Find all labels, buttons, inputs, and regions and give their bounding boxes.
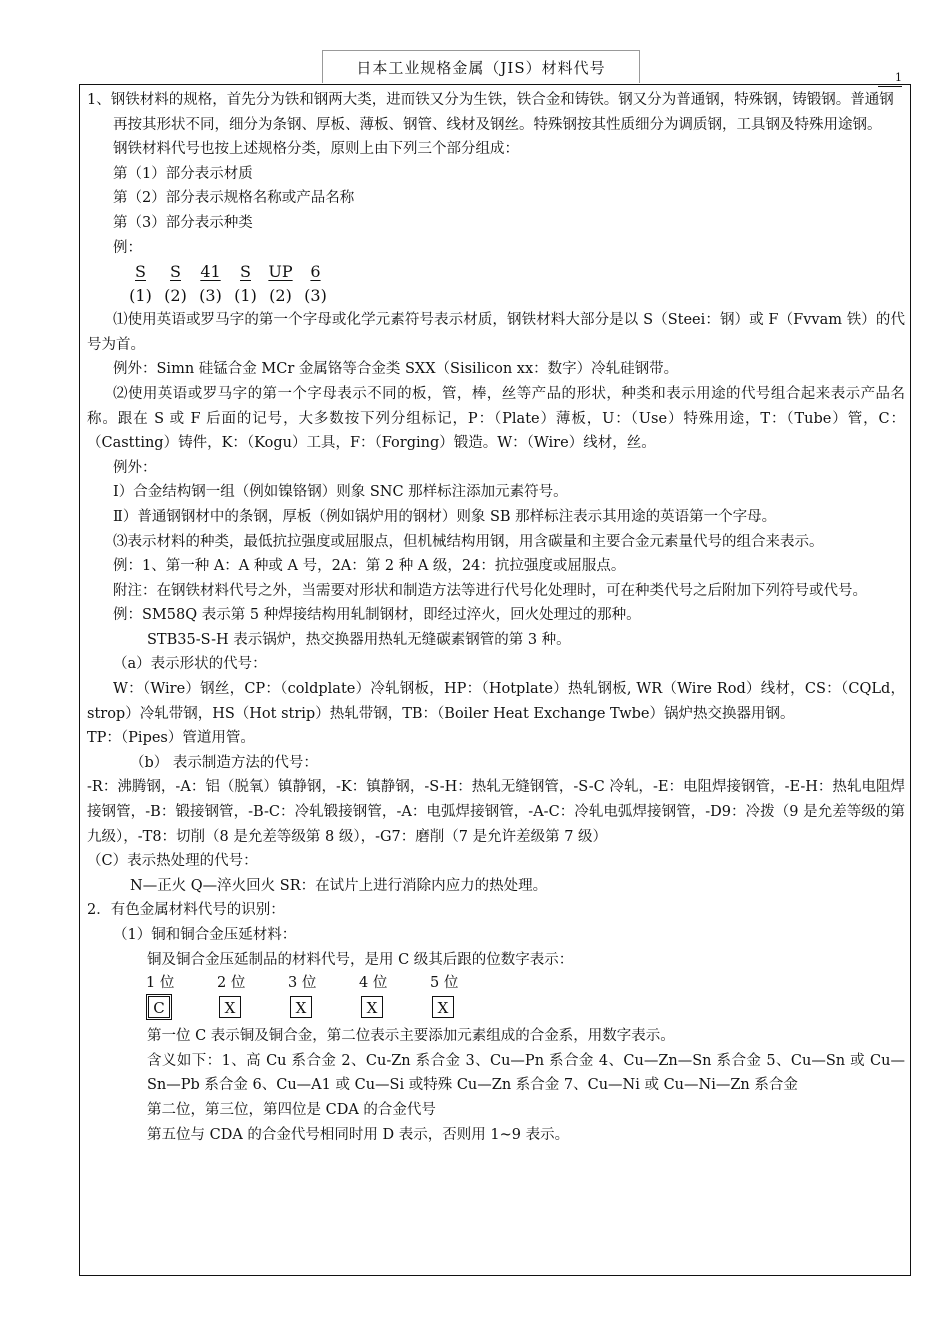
digit-234-description: 第二位，第三位，第四位是 CDA 的合金代号 [147, 1101, 436, 1118]
exception-ii: Ⅱ）普通钢钢材中的条钢，厚板（例如锅炉用的钢材）则象 SB 那样标注表示其用途的英语第一个字母。 [113, 508, 777, 525]
shape-heading: （a）表示形状的代号： [113, 656, 267, 673]
code-box: C [148, 996, 170, 1018]
heat-heading: （C）表示热处理的代号： [87, 853, 258, 870]
code-part-label: (1) [129, 286, 152, 306]
digit-1-description: 第一位 C 表示铜及铜合金，第二位表示主要添加元素组成的合金系，用数字表示。 [147, 1028, 675, 1045]
code-token: UP [268, 262, 293, 282]
note-example-2: STB35-S-H 表示锅炉，热交换器用热轧无缝碳素钢管的第 3 种。 [147, 631, 571, 648]
copper-code-diagram [146, 972, 905, 1024]
position-label: 5 位 [430, 975, 459, 992]
example-code-tokens [87, 260, 905, 284]
code-token: S [240, 262, 251, 282]
method-codes: -R：沸腾钢，-A：铝（脱氧）镇静钢，-K：镇静钢，-S-H：热轧无缝钢管，-S-C 冷轧，-E：电阻焊接钢管，-E-H：热轧电阻焊接钢管，-B：锻接钢管，-B-C：冷轧锻接钢管，-A：电弧焊接钢管，-A-C：冷轧电弧焊接钢管，-D9：冷拨（9 是允差等级的第九级），-T8：切削（8 是允差等级第 8 级），-G7：磨削（7 是允许差级第 7 级） [87, 779, 905, 845]
example-code-parts [87, 284, 905, 308]
part-1-text: 第（1）部分表示材质 [113, 165, 253, 182]
rule-1-material: ⑴使用英语或罗马字的第一个字母或化学元素符号表示材质，钢铁材料大部分是以 S（Steei：钢）或 F（Fvvam 铁）的代号为首。 [87, 312, 905, 353]
code-part-label: (1) [234, 286, 257, 306]
digit-5-description: 第五位与 CDA 的合金代号相同时用 D 表示，否则用 1~9 表示。 [147, 1126, 570, 1143]
rule-3-type: ⑶表示材料的种类，最低抗拉强度或屈服点，但机械结构用钢，用含碳量和主要合金元素量代号的组合来表示。 [113, 533, 824, 550]
code-part-label: (3) [304, 286, 327, 306]
code-box: X [290, 996, 312, 1018]
exception-label: 例外： [113, 459, 157, 476]
code-token: 6 [310, 262, 321, 282]
code-box: X [432, 996, 454, 1018]
position-label: 1 位 [146, 975, 175, 992]
copper-description: 铜及铜合金压延制品的材料代号，是用 C 级其后跟的位数字表示： [147, 951, 574, 968]
section-2-heading: 2．有色金属材料代号的识别： [87, 902, 285, 919]
example-label: 例： [113, 239, 142, 256]
alloy-meaning: 含义如下：1、高 Cu 系合金 2、Cu-Zn 系合金 3、Cu—Pn 系合金 4、Cu—Zn—Sn 系合金 5、Cu—Sn 或 Cu—Sn—Pb 系合金 6、Cu—A1 或 Cu—Si 或特殊 Cu—Zn 系合金 7、Cu—Ni 或 Cu—Ni—Zn 系合金 [147, 1052, 905, 1094]
page-number: 1 [878, 70, 902, 87]
code-box: X [361, 996, 383, 1018]
position-label: 3 位 [288, 975, 317, 992]
rule-3-example: 例：1、第一种 A：A 种或 A 号，2A：第 2 种 A 级，24：抗拉强度或屈服点。 [113, 558, 626, 575]
part-2-text: 第（2）部分表示规格名称或产品名称 [113, 190, 355, 207]
exception-i: Ⅰ）合金结构钢一组（例如镍铬钢）则象 SNC 那样标注添加元素符号。 [113, 484, 568, 501]
note-example-1: 例：SM58Q 表示第 5 种焊接结构用轧制钢材，即经过淬火，回火处理过的那种。 [113, 607, 641, 624]
note-paragraph: 附注：在钢铁材料代号之外，当需要对形状和制造方法等进行代号化处理时，可在种类代号之后附加下列符号或代号。 [113, 582, 867, 599]
code-token: S [170, 262, 181, 282]
code-box: X [219, 996, 241, 1018]
shape-codes-tp: TP：（Pipes）管道用管。 [87, 730, 255, 747]
position-label: 4 位 [359, 975, 388, 992]
shape-codes: W：（Wire）钢丝，CP：（coldplate）冷轧钢板，HP：（Hotplate）热轧钢板, WR（Wire Rod）线材，CS：（CQLd，strop）冷轧带钢，HS（Hot strip）热轧带钢，TB：（Boiler Heat Exchange Twbe）锅炉热交换器用钢。 [87, 681, 905, 722]
code-part-label: (2) [269, 286, 292, 306]
code-part-label: (2) [164, 286, 187, 306]
rule-1-exception: 例外：Simn 硅锰合金 MCr 金属铬等合金类 SXX（Sisilicon xx：数字）冷轧硅钢带。 [113, 361, 679, 378]
code-part-label: (3) [199, 286, 222, 306]
rule-2-product: ⑵使用英语或罗马字的第一个字母表示不同的板，管，棒，丝等产品的形状，种类和表示用途的代号组合起来表示产品名称。跟在 S 或 F 后面的记号，大多数按下列分组标记，P：（Plate）薄板，U：（Use）特殊用途，T：（Tube）管，C：（Castting）铸件，K：（Kogu）工具，F：（Forging）锻造。W：（Wire）线材，丝。 [87, 385, 905, 452]
part-3-text: 第（3）部分表示种类 [113, 214, 253, 231]
paragraph-code-composition: 钢铁材料代号也按上述规格分类，原则上由下列三个部分组成： [113, 141, 519, 158]
code-token: S [135, 262, 146, 282]
document-title: 日本工业规格金属（JIS）材料代号 [322, 50, 640, 83]
code-token: 41 [200, 262, 221, 282]
method-heading: （b） 表示制造方法的代号： [130, 754, 318, 771]
copper-heading: （1）铜和铜合金压延材料： [113, 927, 297, 943]
document-body [87, 88, 905, 1147]
heat-codes: N—正火 Q—淬火回火 SR：在试片上进行消除内应力的热处理。 [130, 877, 548, 894]
paragraph-steel-classification: 1、钢铁材料的规格，首先分为铁和钢两大类，进而铁又分为生铁，铁合金和铸铁。钢又分为普通钢，特殊钢，铸锻钢。普通钢再按其形状不同，细分为条钢、厚板、薄板、钢管、线材及钢丝。特殊钢按其性质细分为调质钢，工具钢及特殊用途钢。 [87, 92, 894, 133]
position-label: 2 位 [217, 975, 246, 992]
